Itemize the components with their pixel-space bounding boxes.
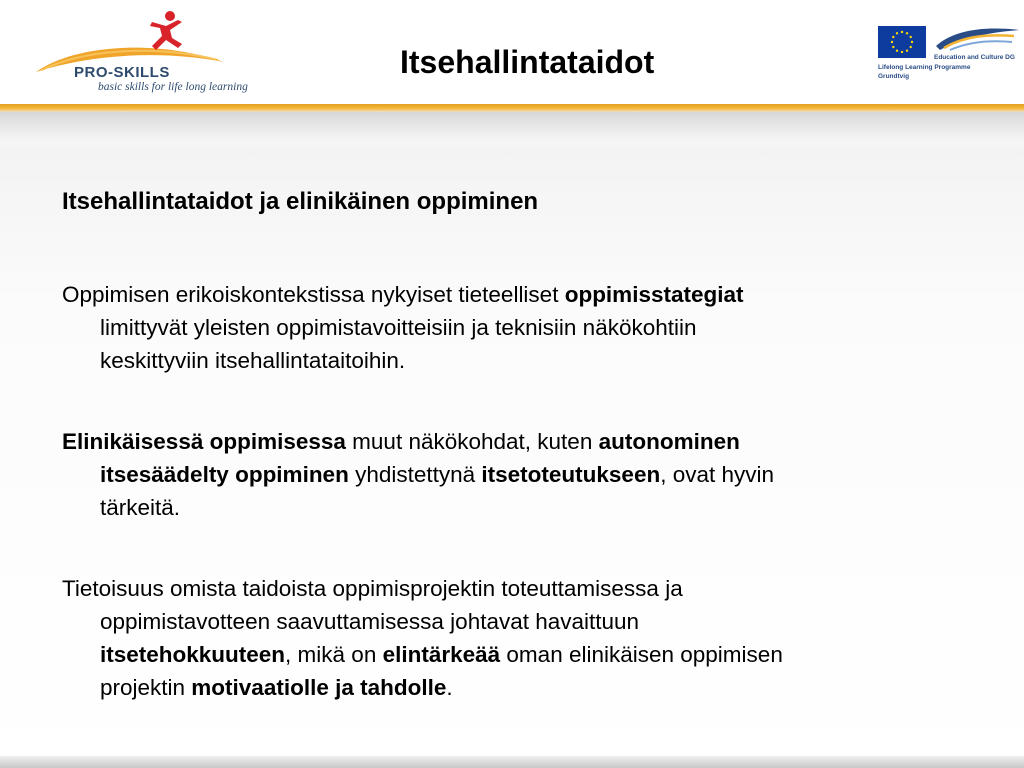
slide-subtitle: Itsehallintataidot ja elinikäinen oppiminen <box>62 188 539 215</box>
bold-term: itsesäädelty oppiminen <box>100 462 349 487</box>
text-run: yhdistettynä <box>348 462 482 487</box>
text-run: projektin <box>100 675 192 700</box>
bold-term: oppimisstategiat <box>564 282 744 307</box>
paragraph-3-line-2: oppimistavotteen saavuttamisessa johtavat havaittuun <box>100 609 640 634</box>
paragraph-2-line-3: tärkeitä. <box>100 495 181 520</box>
text-run: muut näkökohdat, kuten <box>345 429 599 454</box>
logo-tagline: basic skills for life long learning <box>98 81 248 93</box>
header-divider <box>0 104 1024 112</box>
pro-skills-logo <box>32 8 252 100</box>
header-shadow <box>0 112 1024 142</box>
paragraph-1-line-1 <box>62 278 962 311</box>
eu-dg-text: Education and Culture DG <box>934 54 1015 61</box>
bold-term: itsetehokkuuteen <box>100 642 286 667</box>
text-run: , mikä on <box>285 642 383 667</box>
slide-title: Itsehallintataidot <box>400 44 655 80</box>
bold-term: Elinikäisessä oppimisessa <box>62 429 346 454</box>
paragraph-3 <box>62 572 962 704</box>
bold-term: itsetoteutukseen <box>481 462 661 487</box>
bold-term: autonominen <box>598 429 740 454</box>
eu-flag-icon <box>878 26 926 58</box>
text-run: oman elinikäisen oppimisen <box>500 642 783 667</box>
eu-sub-text: Grundtvig <box>878 73 910 80</box>
text-run: . <box>446 675 453 700</box>
footer-bar <box>0 756 1024 768</box>
paragraph-1-line-2: limittyvät yleisten oppimistavoitteisiin ja teknisiin näkökohtiin <box>100 315 697 340</box>
paragraph-1-line-3: keskittyviin itsehallintataitoihin. <box>100 348 406 373</box>
paragraph-3-line-4 <box>62 671 962 704</box>
paragraph-1 <box>62 278 962 377</box>
logo-name: PRO-SKILLS <box>74 64 170 81</box>
paragraph-2-line-2 <box>62 458 962 491</box>
text-run: , ovat hyvin <box>660 462 775 487</box>
eu-programme-text: Lifelong Learning Programme <box>878 64 971 71</box>
bold-term: motivaatiolle ja tahdolle <box>191 675 447 700</box>
paragraph-2-line-1 <box>62 425 962 458</box>
lifelong-learning-swoosh-icon <box>934 24 1022 54</box>
slide-header <box>0 0 1024 104</box>
eu-programme-logo <box>876 24 1022 90</box>
text-run: Oppimisen erikoiskontekstissa nykyiset tieteelliset <box>62 282 565 307</box>
paragraph-3-line-3 <box>62 638 962 671</box>
bold-term: elintärkeää <box>382 642 501 667</box>
paragraph-3-line-1: Tietoisuus omista taidoista oppimisprojektin toteuttamisessa ja <box>62 576 683 601</box>
paragraph-2 <box>62 425 962 524</box>
